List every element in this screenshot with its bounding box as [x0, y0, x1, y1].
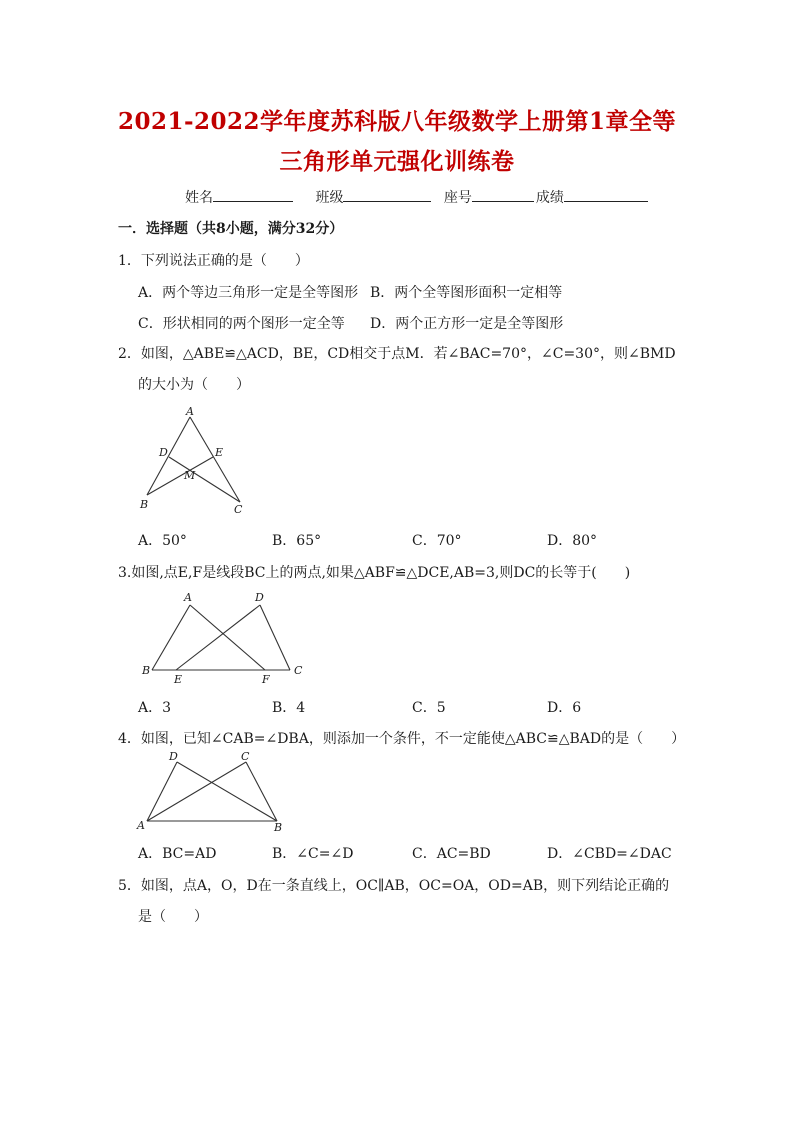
- q3-option-b: B．4: [272, 700, 306, 716]
- q3-label-f: F: [262, 673, 270, 686]
- segment-af: [190, 605, 265, 670]
- q2-option-d: D．80°: [547, 533, 598, 549]
- class-blank: [343, 187, 431, 202]
- q2-option-b: B．65°: [272, 533, 322, 549]
- q3-label-d: D: [255, 591, 264, 604]
- q4-stem: 4．如图，已知∠CAB=∠DBA，则添加一个条件，不一定能使△ABC≌△BAD的是（ ）: [118, 731, 686, 747]
- q4-label-a: A: [137, 819, 145, 832]
- title-line-1: 2021-2022学年度苏科版八年级数学上册第1章全等: [117, 108, 677, 135]
- q4-option-c: C．AC=BD: [412, 846, 491, 862]
- q1-option-c: C．形状相同的两个图形一定全等: [138, 316, 345, 332]
- segment-ba: [152, 605, 190, 670]
- q4-option-b: B．∠C=∠D: [272, 846, 354, 862]
- segment-cd: [169, 457, 240, 502]
- score-blank: [564, 187, 648, 202]
- q4-label-b: B: [274, 821, 283, 834]
- seat-blank: [472, 187, 534, 202]
- segment-cd: [260, 605, 290, 670]
- q3-option-c: C．5: [412, 700, 446, 716]
- q2-label-e: E: [215, 446, 224, 459]
- q2-label-b: B: [140, 498, 149, 511]
- q2-stem-line1: 2．如图，△ABE≌△ACD，BE，CD相交于点M．若∠BAC=70°，∠C=30°，则∠BMD: [118, 346, 676, 362]
- q2-label-d: D: [159, 446, 168, 459]
- q5-stem-line1: 5．如图，点A，O，D在一条直线上，OC∥AB，OC=OA，OD=AB，则下列结论正确的: [118, 878, 670, 894]
- q3-figure: [138, 590, 308, 686]
- q4-label-c: C: [241, 750, 250, 763]
- title-line-2: 三角形单元强化训练卷: [279, 148, 515, 175]
- seat-label: 座号: [443, 190, 472, 206]
- section-heading: 一．选择题（共8小题，满分32分）: [118, 221, 344, 237]
- segment-de: [176, 605, 260, 670]
- q1-option-b: B．两个全等图形面积一定相等: [370, 285, 563, 301]
- q3-label-a: A: [184, 591, 192, 604]
- segment-ac: [190, 417, 240, 502]
- q2-option-c: C．70°: [412, 533, 462, 549]
- q2-figure: [135, 405, 255, 517]
- student-info-row: [185, 187, 666, 207]
- q4-option-a: A．BC=AD: [138, 846, 217, 862]
- q2-label-m: M: [184, 469, 196, 482]
- q4-label-d: D: [169, 750, 178, 763]
- q1-option-d: D．两个正方形一定是全等图形: [370, 316, 564, 332]
- q4-option-d: D．∠CBD=∠DAC: [547, 846, 672, 862]
- q4-figure: [135, 748, 295, 834]
- q3-stem: 3.如图,点E,F是线段BC上的两点,如果△ABF≌△DCE,AB=3,则DC的长等于( ): [118, 565, 631, 581]
- score-label: 成绩: [535, 190, 564, 206]
- q2-label-c: C: [234, 503, 243, 516]
- name-label: 姓名: [185, 190, 213, 206]
- q2-option-a: A．50°: [138, 533, 187, 549]
- q3-label-e: E: [174, 673, 183, 686]
- q1-option-a: A．两个等边三角形一定是全等图形: [138, 285, 359, 301]
- class-label: 班级: [315, 190, 344, 206]
- q3-label-c: C: [294, 664, 303, 677]
- q3-label-b: B: [142, 664, 151, 677]
- q5-stem-line2: 是（ ）: [138, 909, 208, 925]
- segment-ab: [147, 417, 190, 495]
- q3-option-d: D．6: [547, 700, 582, 716]
- q1-stem: 1．下列说法正确的是（ ）: [118, 253, 309, 269]
- q3-option-a: A．3: [138, 700, 172, 716]
- name-blank: [213, 187, 293, 202]
- q2-stem-line2: 的大小为（ ）: [138, 377, 250, 393]
- q2-label-a: A: [186, 405, 194, 418]
